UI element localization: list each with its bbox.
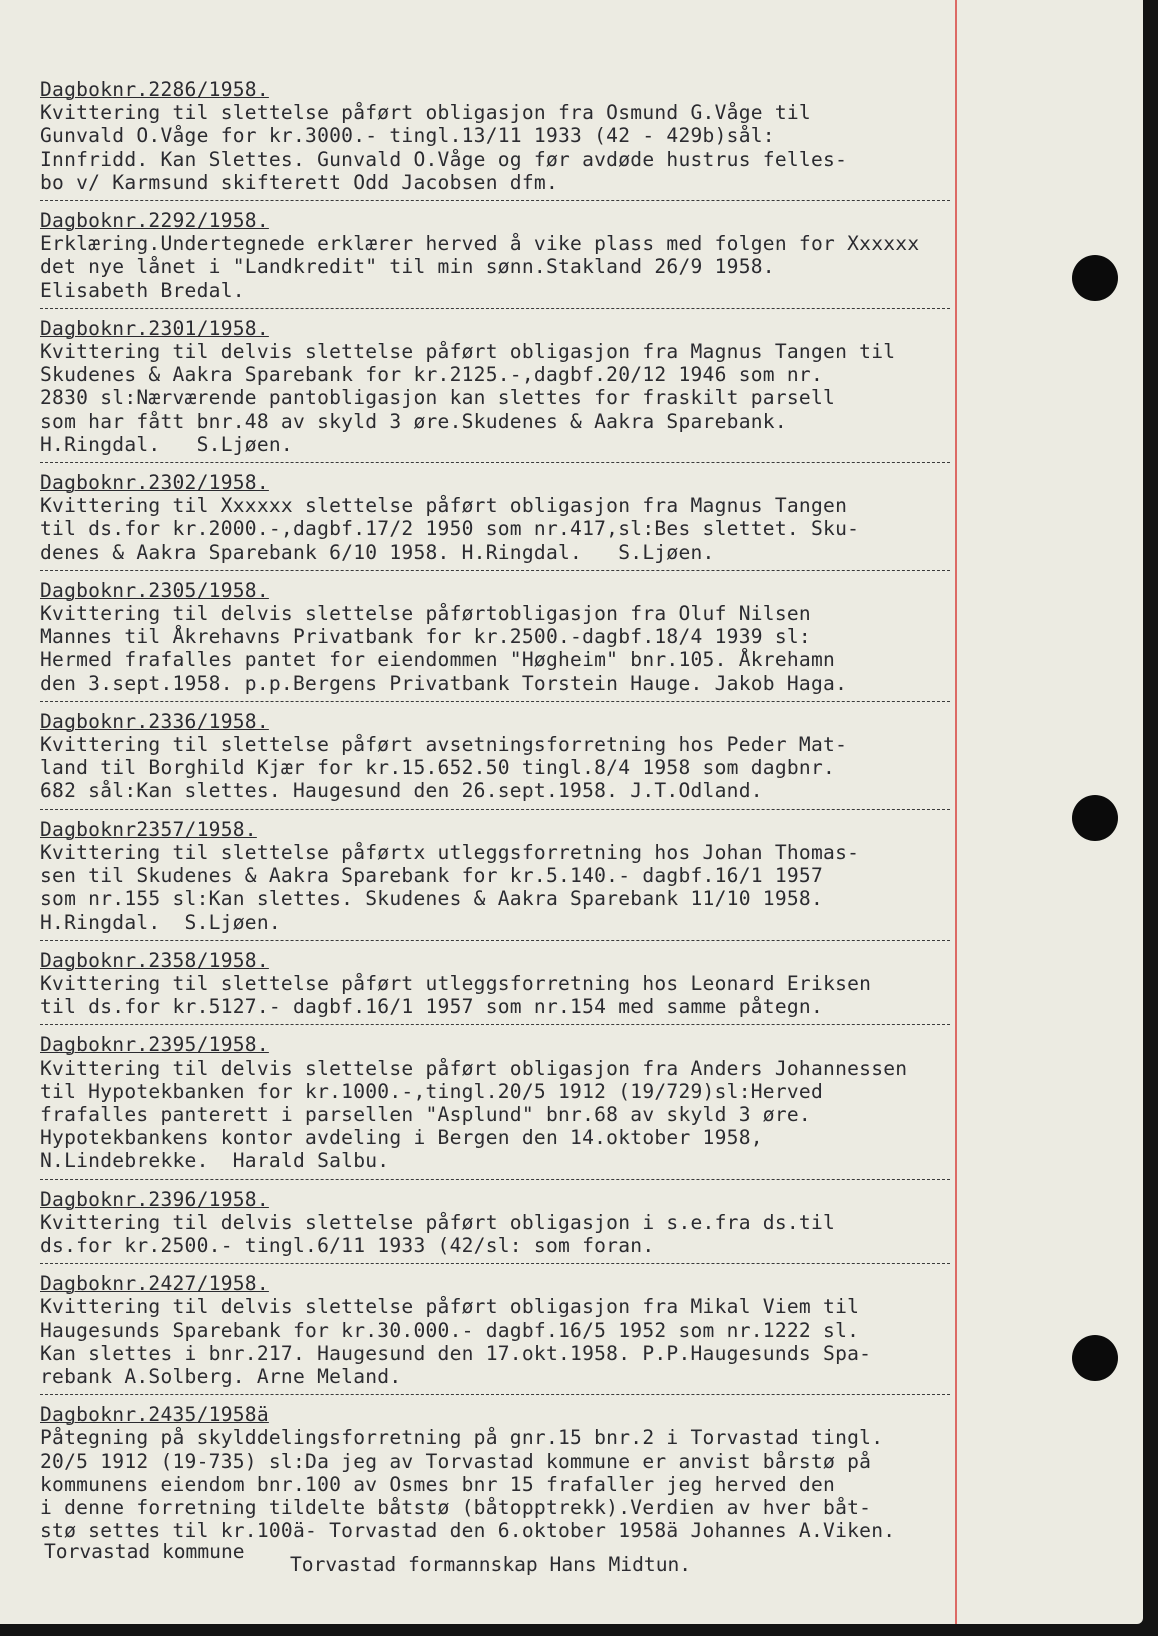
ledger-entry [40, 209, 1120, 302]
entry-separator [40, 940, 950, 941]
entry-separator [40, 1263, 950, 1264]
entry-number: Dagboknr.2358/1958. [40, 948, 269, 972]
entry-text-line: Kvittering til slettelse påførtx utleggsforretning hos Johan Thomas- [40, 840, 860, 864]
entry-text-line: Haugesunds Sparebank for kr.30.000.- dagbf.16/5 1952 som nr.1222 sl. [40, 1318, 860, 1342]
entry-text-line: Kvittering til delvis slettelse påført obligasjon i s.e.fra ds.til [40, 1210, 836, 1234]
ledger-entry [40, 818, 1120, 934]
ledger-entry [40, 949, 1120, 1019]
ledger-entry [40, 78, 1120, 194]
ledger-entry [40, 710, 1120, 803]
entry-text-line: det nye lånet i "Landkredit" til min sønn.Stakland 26/9 1958. [40, 255, 775, 279]
signature-left: Torvastad kommune [44, 1540, 245, 1563]
entry-number: Dagboknr.2396/1958. [40, 1187, 269, 1211]
signature-right: Torvastad formannskap Hans Midtun. [290, 1553, 692, 1576]
entry-number: Dagboknr.2395/1958. [40, 1033, 269, 1057]
entry-separator [40, 1394, 950, 1395]
entry-text-line: bo v/ Karmsund skifterett Odd Jacobsen dfm. [40, 170, 558, 194]
entry-text-line: land til Borghild Kjær for kr.15.652.50 tingl.8/4 1958 som dagbnr. [40, 756, 836, 780]
ledger-entry [40, 317, 1120, 456]
entry-text-line: Elisabeth Bredal. [40, 278, 245, 302]
entry-number: Dagboknr2357/1958. [40, 817, 257, 841]
entry-number: Dagboknr.2301/1958. [40, 316, 269, 340]
entry-text-line: Hypotekbankens kontor avdeling i Bergen den 14.oktober 1958, [40, 1126, 763, 1150]
entry-text-line: ds.for kr.2500.- tingl.6/11 1933 (42/sl: som foran. [40, 1233, 655, 1257]
entry-separator [40, 1179, 950, 1180]
entry-text-line: den 3.sept.1958. p.p.Bergens Privatbank Torstein Hauge. Jakob Haga. [40, 671, 848, 695]
entry-text-line: til ds.for kr.2000.-,dagbf.17/2 1950 som nr.417,sl:Bes slettet. Sku- [40, 517, 860, 541]
entry-separator [40, 809, 950, 810]
entry-text-line: frafalles panterett i parsellen "Asplund" bnr.68 av skyld 3 øre. [40, 1102, 811, 1126]
entry-text-line: Hermed frafalles pantet for eiendommen "Høgheim" bnr.105. Åkrehamn [40, 648, 836, 672]
ledger-entry [40, 1272, 1120, 1388]
entry-text-line: denes & Aakra Sparebank 6/10 1958. H.Ringdal. S.Ljøen. [40, 540, 715, 564]
entry-text-line: Kvittering til slettelse påført avsetningsforretning hos Peder Mat- [40, 733, 848, 757]
entry-separator [40, 308, 950, 309]
entry-text-line: H.Ringdal. S.Ljøen. [40, 910, 281, 934]
entry-text-line: Kvittering til slettelse påført utleggsforretning hos Leonard Eriksen [40, 971, 872, 995]
entry-text-line: Kvittering til Xxxxxx slettelse påført obligasjon fra Magnus Tangen [40, 494, 848, 518]
ledger-entry [40, 1403, 1120, 1542]
entry-text-line: sen til Skudenes & Aakra Sparebank for kr.5.140.- dagbf.16/1 1957 [40, 864, 824, 888]
entry-separator [40, 701, 950, 702]
entry-text-line: rebank A.Solberg. Arne Meland. [40, 1364, 402, 1388]
ledger-entries [40, 78, 1120, 1542]
entry-text-line: Mannes til Åkrehavns Privatbank for kr.2500.-dagbf.18/4 1939 sl: [40, 625, 811, 649]
entry-text-line: kommunens eiendom bnr.100 av Osmes bnr 15 frafaller jeg herved den [40, 1472, 836, 1496]
ledger-entry [40, 1033, 1120, 1172]
entry-number: Dagboknr.2302/1958. [40, 471, 269, 495]
entry-text-line: i denne forretning tildelte båtstø (båtopptrekk).Verdien av hver båt- [40, 1495, 872, 1519]
entry-text-line: stø settes til kr.100ä- Torvastad den 6.oktober 1958ä Johannes A.Viken. [40, 1519, 896, 1543]
ledger-entry [40, 579, 1120, 695]
entry-number: Dagboknr.2427/1958. [40, 1272, 269, 1296]
entry-number: Dagboknr.2305/1958. [40, 578, 269, 602]
entry-text-line: Innfridd. Kan Slettes. Gunvald O.Våge og før avdøde hustrus felles- [40, 147, 848, 171]
entry-number: Dagboknr.2292/1958. [40, 209, 269, 233]
entry-text-line: Gunvald O.Våge for kr.3000.- tingl.13/11 1933 (42 - 429b)sål: [40, 124, 775, 148]
entry-text-line: til Hypotekbanken for kr.1000.-,tingl.20/5 1912 (19/729)sl:Herved [40, 1079, 824, 1103]
entry-text-line: 20/5 1912 (19-735) sl:Da jeg av Torvastad kommune er anvist bårstø på [40, 1449, 872, 1473]
entry-text-line: Erklæring.Undertegnede erklærer herved å vike plass med folgen for Xxxxxx [40, 232, 920, 256]
entry-text-line: 682 sål:Kan slettes. Haugesund den 26.sept.1958. J.T.Odland. [40, 779, 763, 803]
entry-text-line: som nr.155 sl:Kan slettes. Skudenes & Aakra Sparebank 11/10 1958. [40, 887, 824, 911]
ledger-entry [40, 471, 1120, 564]
entry-text-line: som har fått bnr.48 av skyld 3 øre.Skudenes & Aakra Sparebank. [40, 409, 787, 433]
entry-text-line: Kvittering til slettelse påført obligasjon fra Osmund G.Våge til [40, 101, 811, 125]
entry-text-line: Kvittering til delvis slettelse påførtobligasjon fra Oluf Nilsen [40, 602, 811, 626]
entry-text-line: Skudenes & Aakra Sparebank for kr.2125.-,dagbf.20/12 1946 som nr. [40, 363, 824, 387]
entry-number: Dagboknr.2336/1958. [40, 709, 269, 733]
entry-text-line: Kvittering til delvis slettelse påført obligasjon fra Anders Johannessen [40, 1056, 908, 1080]
entry-number: Dagboknr.2435/1958ä [40, 1403, 269, 1427]
entry-text-line: til ds.for kr.5127.- dagbf.16/1 1957 som nr.154 med samme påtegn. [40, 995, 824, 1019]
entry-text-line: 2830 sl:Nærværende pantobligasjon kan slettes for fraskilt parsell [40, 386, 836, 410]
entry-separator [40, 462, 950, 463]
entry-text-line: H.Ringdal. S.Ljøen. [40, 432, 293, 456]
entry-separator [40, 570, 950, 571]
entry-separator [40, 1024, 950, 1025]
entry-text-line: Kan slettes i bnr.217. Haugesund den 17.okt.1958. P.P.Haugesunds Spa- [40, 1341, 872, 1365]
entry-number: Dagboknr.2286/1958. [40, 78, 269, 101]
ledger-entry [40, 1188, 1120, 1258]
entry-text-line: N.Lindebrekke. Harald Salbu. [40, 1149, 390, 1173]
entry-text-line: Kvittering til delvis slettelse påført obligasjon fra Magnus Tangen til [40, 340, 896, 364]
entry-text-line: Påtegning på skylddelingsforretning på gnr.15 bnr.2 i Torvastad tingl. [40, 1426, 884, 1450]
entry-text-line: Kvittering til delvis slettelse påført obligasjon fra Mikal Viem til [40, 1295, 860, 1319]
entry-separator [40, 200, 950, 201]
